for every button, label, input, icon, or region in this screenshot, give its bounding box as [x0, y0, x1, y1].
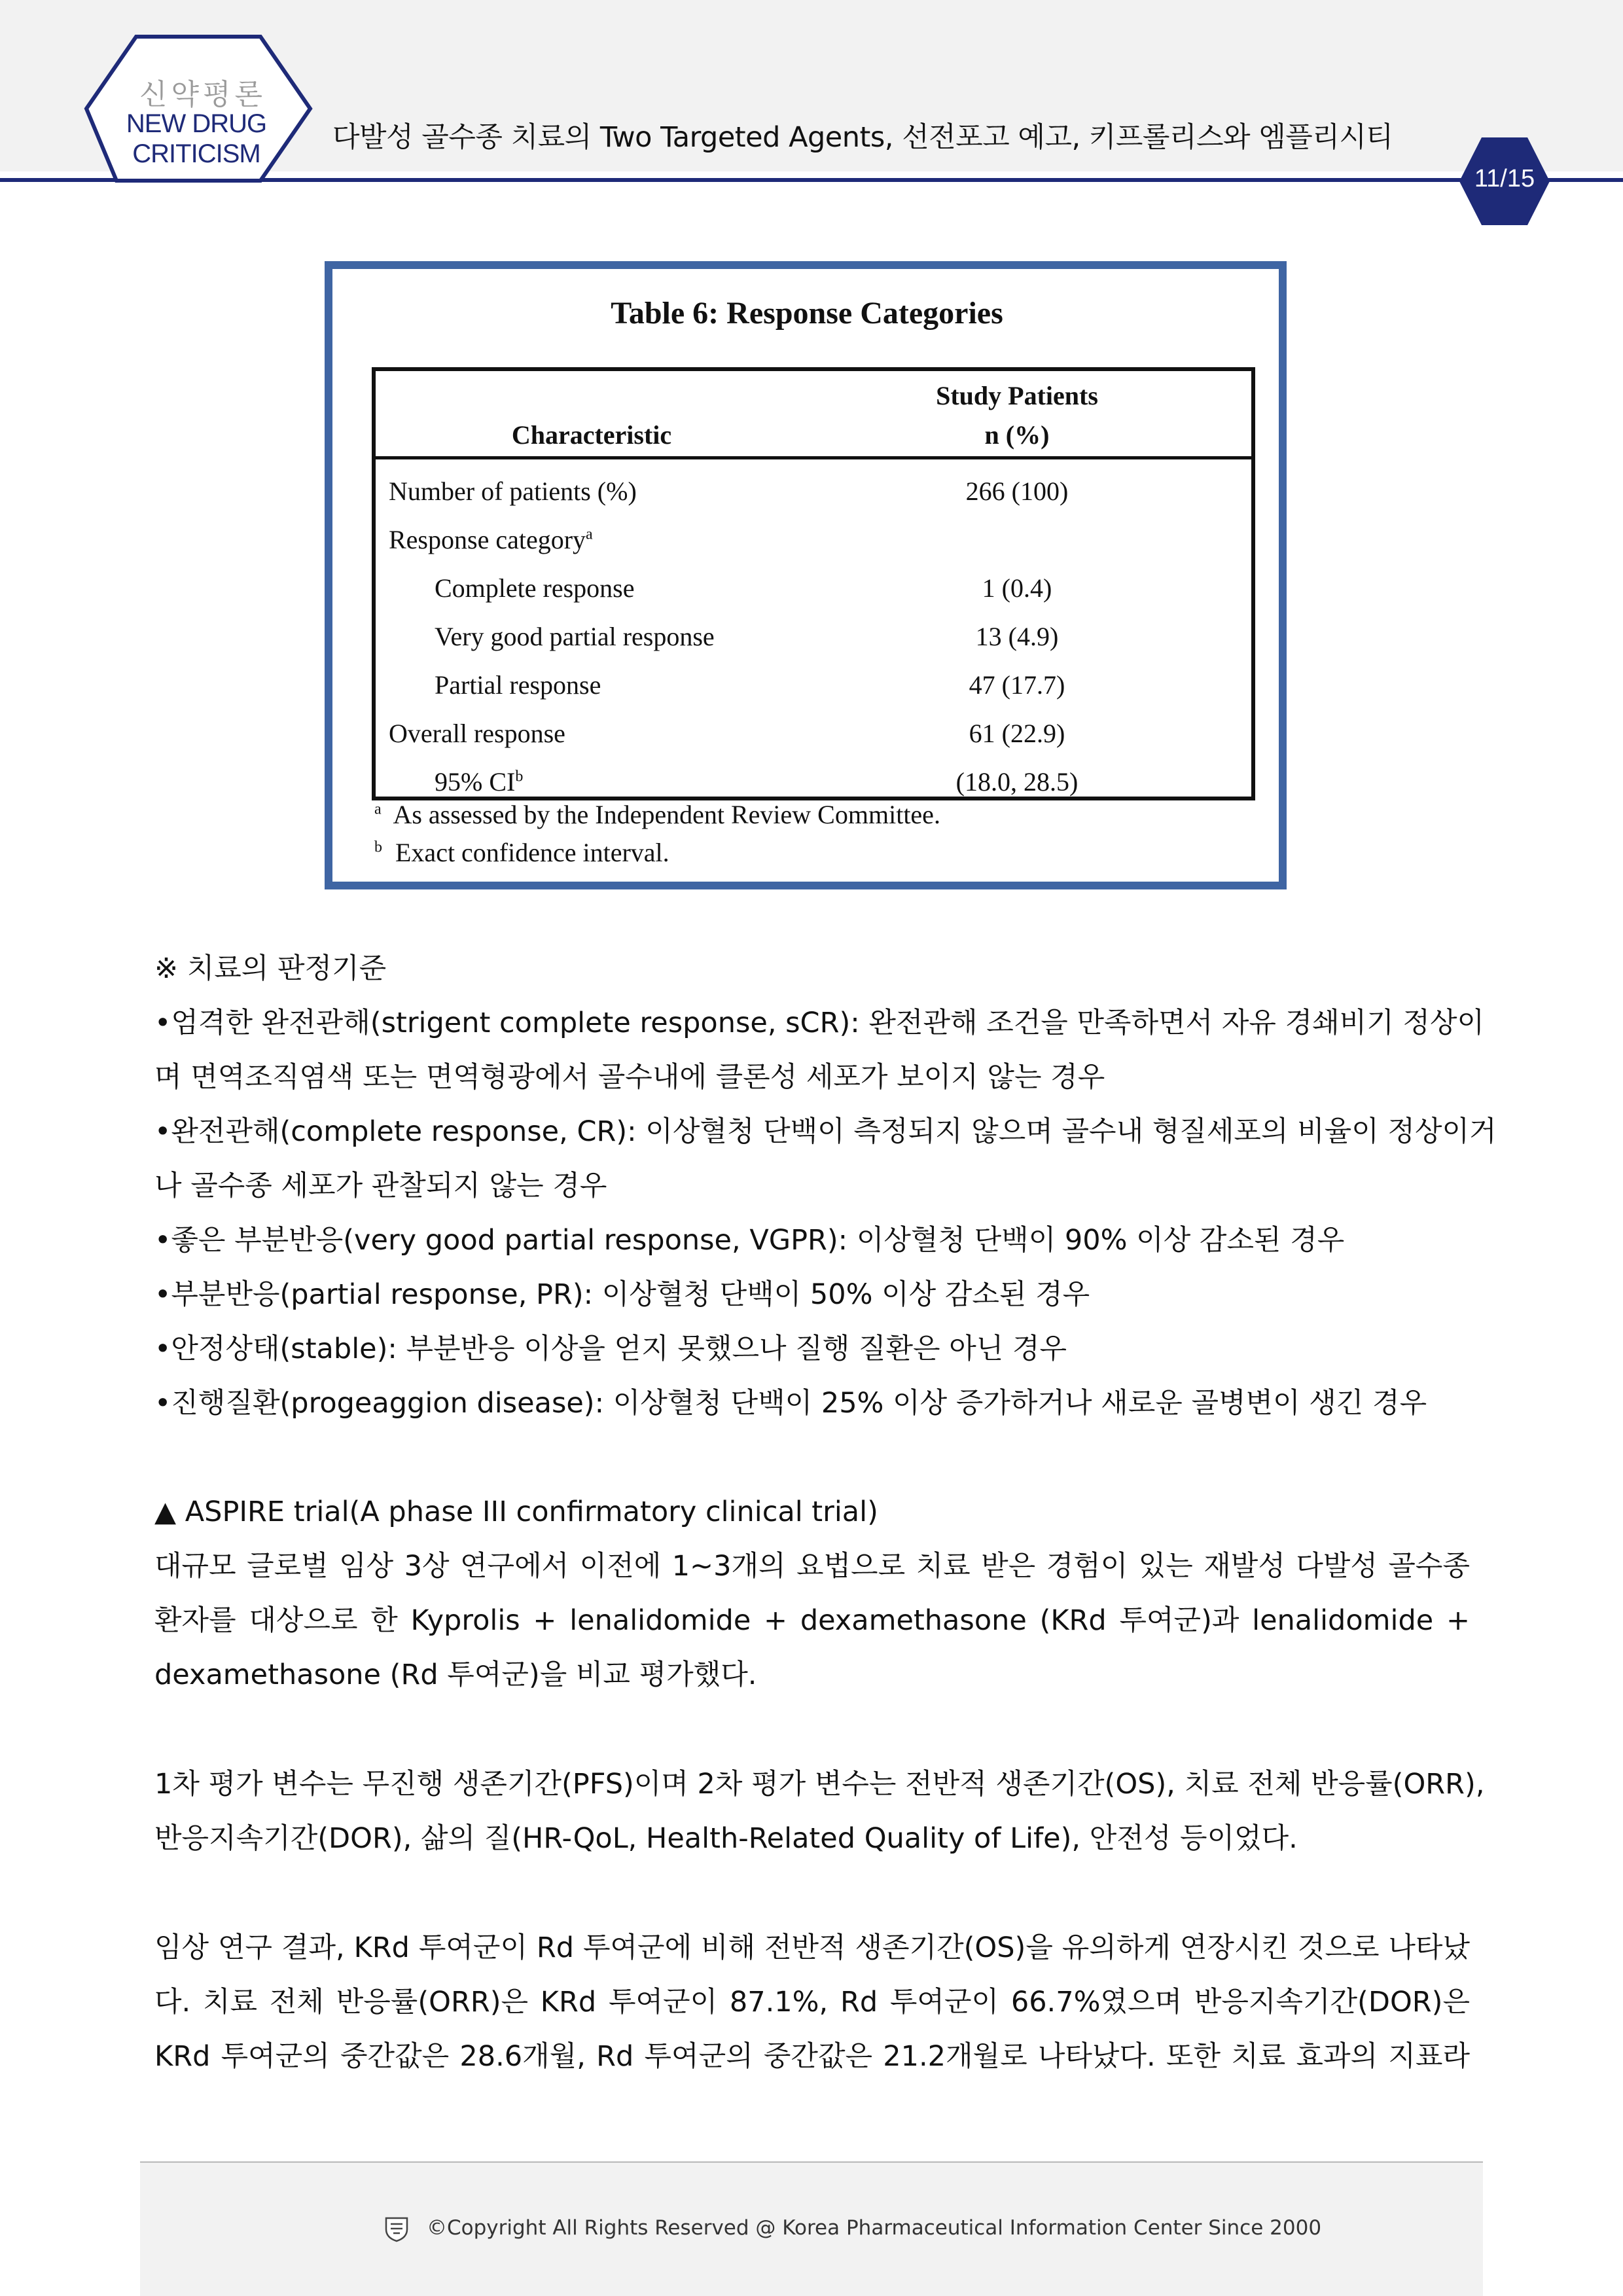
criteria-heading: ※ 치료의 판정기준 — [154, 952, 387, 985]
footer-rule — [140, 2161, 1483, 2163]
result-line: KRd 투여군의 중간값은 28.6개월, Rd 투여군의 중간값은 21.2개월로 나타났다. 또한 치료 효과의 지표라 — [154, 2040, 1470, 2073]
response-table-figure — [325, 261, 1287, 889]
column-header-n-percent: n (%) — [984, 420, 1050, 450]
copyright-text: ©Copyright All Rights Reserved @ Korea Pharmaceutical Information Center Since 2000 — [427, 2216, 1322, 2240]
table-row-value: 1 (0.4) — [982, 573, 1052, 603]
column-header-characteristic: Characteristic — [511, 420, 672, 450]
footnote-mark: a — [586, 526, 593, 543]
criteria-line: •완전관해(complete response, CR): 이상혈청 단백이 측정되지 않으며 골수내 형질세포의 비율이 정상이거 — [154, 1115, 1497, 1148]
table-row-label: Response category$^a$ — [389, 525, 593, 554]
document-title: 다발성 골수종 치료의 Two Targeted Agents, 선전포고 예고, 키프롤리스와 엠플리시티 — [332, 121, 1393, 154]
table-row-value: 61 (22.9) — [969, 719, 1065, 748]
criteria-line: 며 면역조직염색 또는 면역형광에서 골수내에 클론성 세포가 보이지 않는 경우 — [154, 1061, 1105, 1094]
aspire-heading: ▲ ASPIRE trial(A phase III confirmatory clinical trial) — [154, 1496, 878, 1528]
table-footnote-a: $^a$ As assessed by the Independent Review Committee. — [374, 800, 940, 829]
table-row-label: Very good partial response — [435, 622, 715, 651]
table-row-value: 13 (4.9) — [975, 622, 1059, 651]
table-row-value: (18.0, 28.5) — [955, 767, 1079, 797]
criteria-line: •진행질환(progeaggion disease): 이상혈청 단백이 25% 이상 증가하거나 새로운 골병변이 생긴 경우 — [154, 1387, 1427, 1420]
table-row-label: 95% $CI^b$ — [435, 767, 524, 797]
table-row-label: Partial response — [435, 670, 601, 700]
table-footnote-b: $^b$ Exact confidence interval. — [374, 838, 669, 867]
table-row-label: Complete response — [435, 573, 635, 603]
table-row-value: 47 (17.7) — [969, 670, 1065, 700]
table-title: Table 6: Response Categories — [611, 296, 1003, 331]
table-header-rule — [376, 456, 1251, 459]
criteria-line: •안정상태(stable): 부분반응 이상을 얻지 못했으나 질행 질환은 아닌 경우 — [154, 1333, 1067, 1365]
table-row-label: Overall response — [389, 719, 565, 748]
criteria-line: 나 골수종 세포가 관찰되지 않는 경우 — [154, 1170, 607, 1202]
criteria-line: •좋은 부분반응(very good partial response, VGPR): 이상혈청 단백이 90% 이상 감소된 경우 — [154, 1224, 1345, 1257]
aspire-line: 대규모 글로벌 임상 3상 연구에서 이전에 1~3개의 요법으로 치료 받은 경험이 있는 재발성 다발성 골수종 — [154, 1550, 1470, 1583]
logo-english-line2: CRITICISM — [132, 139, 260, 168]
endpoint-line: 반응지속기간(DOR), 삶의 질(HR-QoL, Health-Related Quality of Life), 안전성 등이었다. — [154, 1822, 1298, 1855]
column-header-study-patients: Study Patients — [936, 381, 1098, 410]
result-line: 다. 치료 전체 반응률(ORR)은 KRd 투여군이 87.1%, Rd 투여군이 66.7%였으며 반응지속기간(DOR)은 — [154, 1986, 1470, 2018]
shield-logo-icon — [385, 2216, 408, 2242]
aspire-line: 환자를 대상으로 한 Kyprolis + lenalidomide + dexamethasone (KRd 투여군)과 lenalidomide + — [154, 1604, 1470, 1637]
criteria-line: •부분반응(partial response, PR): 이상혈청 단백이 50% 이상 감소된 경우 — [154, 1278, 1090, 1311]
endpoint-line: 1차 평가 변수는 무진행 생존기간(PFS)이며 2차 평가 변수는 전반적 생존기간(OS), 치료 전체 반응률(ORR), — [154, 1768, 1485, 1801]
criteria-line: •엄격한 완전관해(strigent complete response, sCR): 완전관해 조건을 만족하면서 자유 경쇄비기 정상이 — [154, 1007, 1485, 1039]
page-number: 11/15 — [1474, 165, 1535, 192]
aspire-line: dexamethasone (Rd 투여군)을 비교 평가했다. — [154, 1659, 757, 1691]
table-row-label: Number of patients (%) — [389, 476, 637, 506]
footnote-mark: b — [515, 768, 524, 785]
logo-korean-text: 신약평론 — [139, 78, 266, 111]
response-table — [372, 367, 1255, 800]
result-line: 임상 연구 결과, KRd 투여군이 Rd 투여군에 비해 전반적 생존기간(OS)을 유의하게 연장시킨 것으로 나타났 — [154, 1931, 1470, 1964]
table-row-value: 266 (100) — [965, 476, 1069, 506]
logo-english-line1: NEW DRUG — [126, 109, 267, 138]
